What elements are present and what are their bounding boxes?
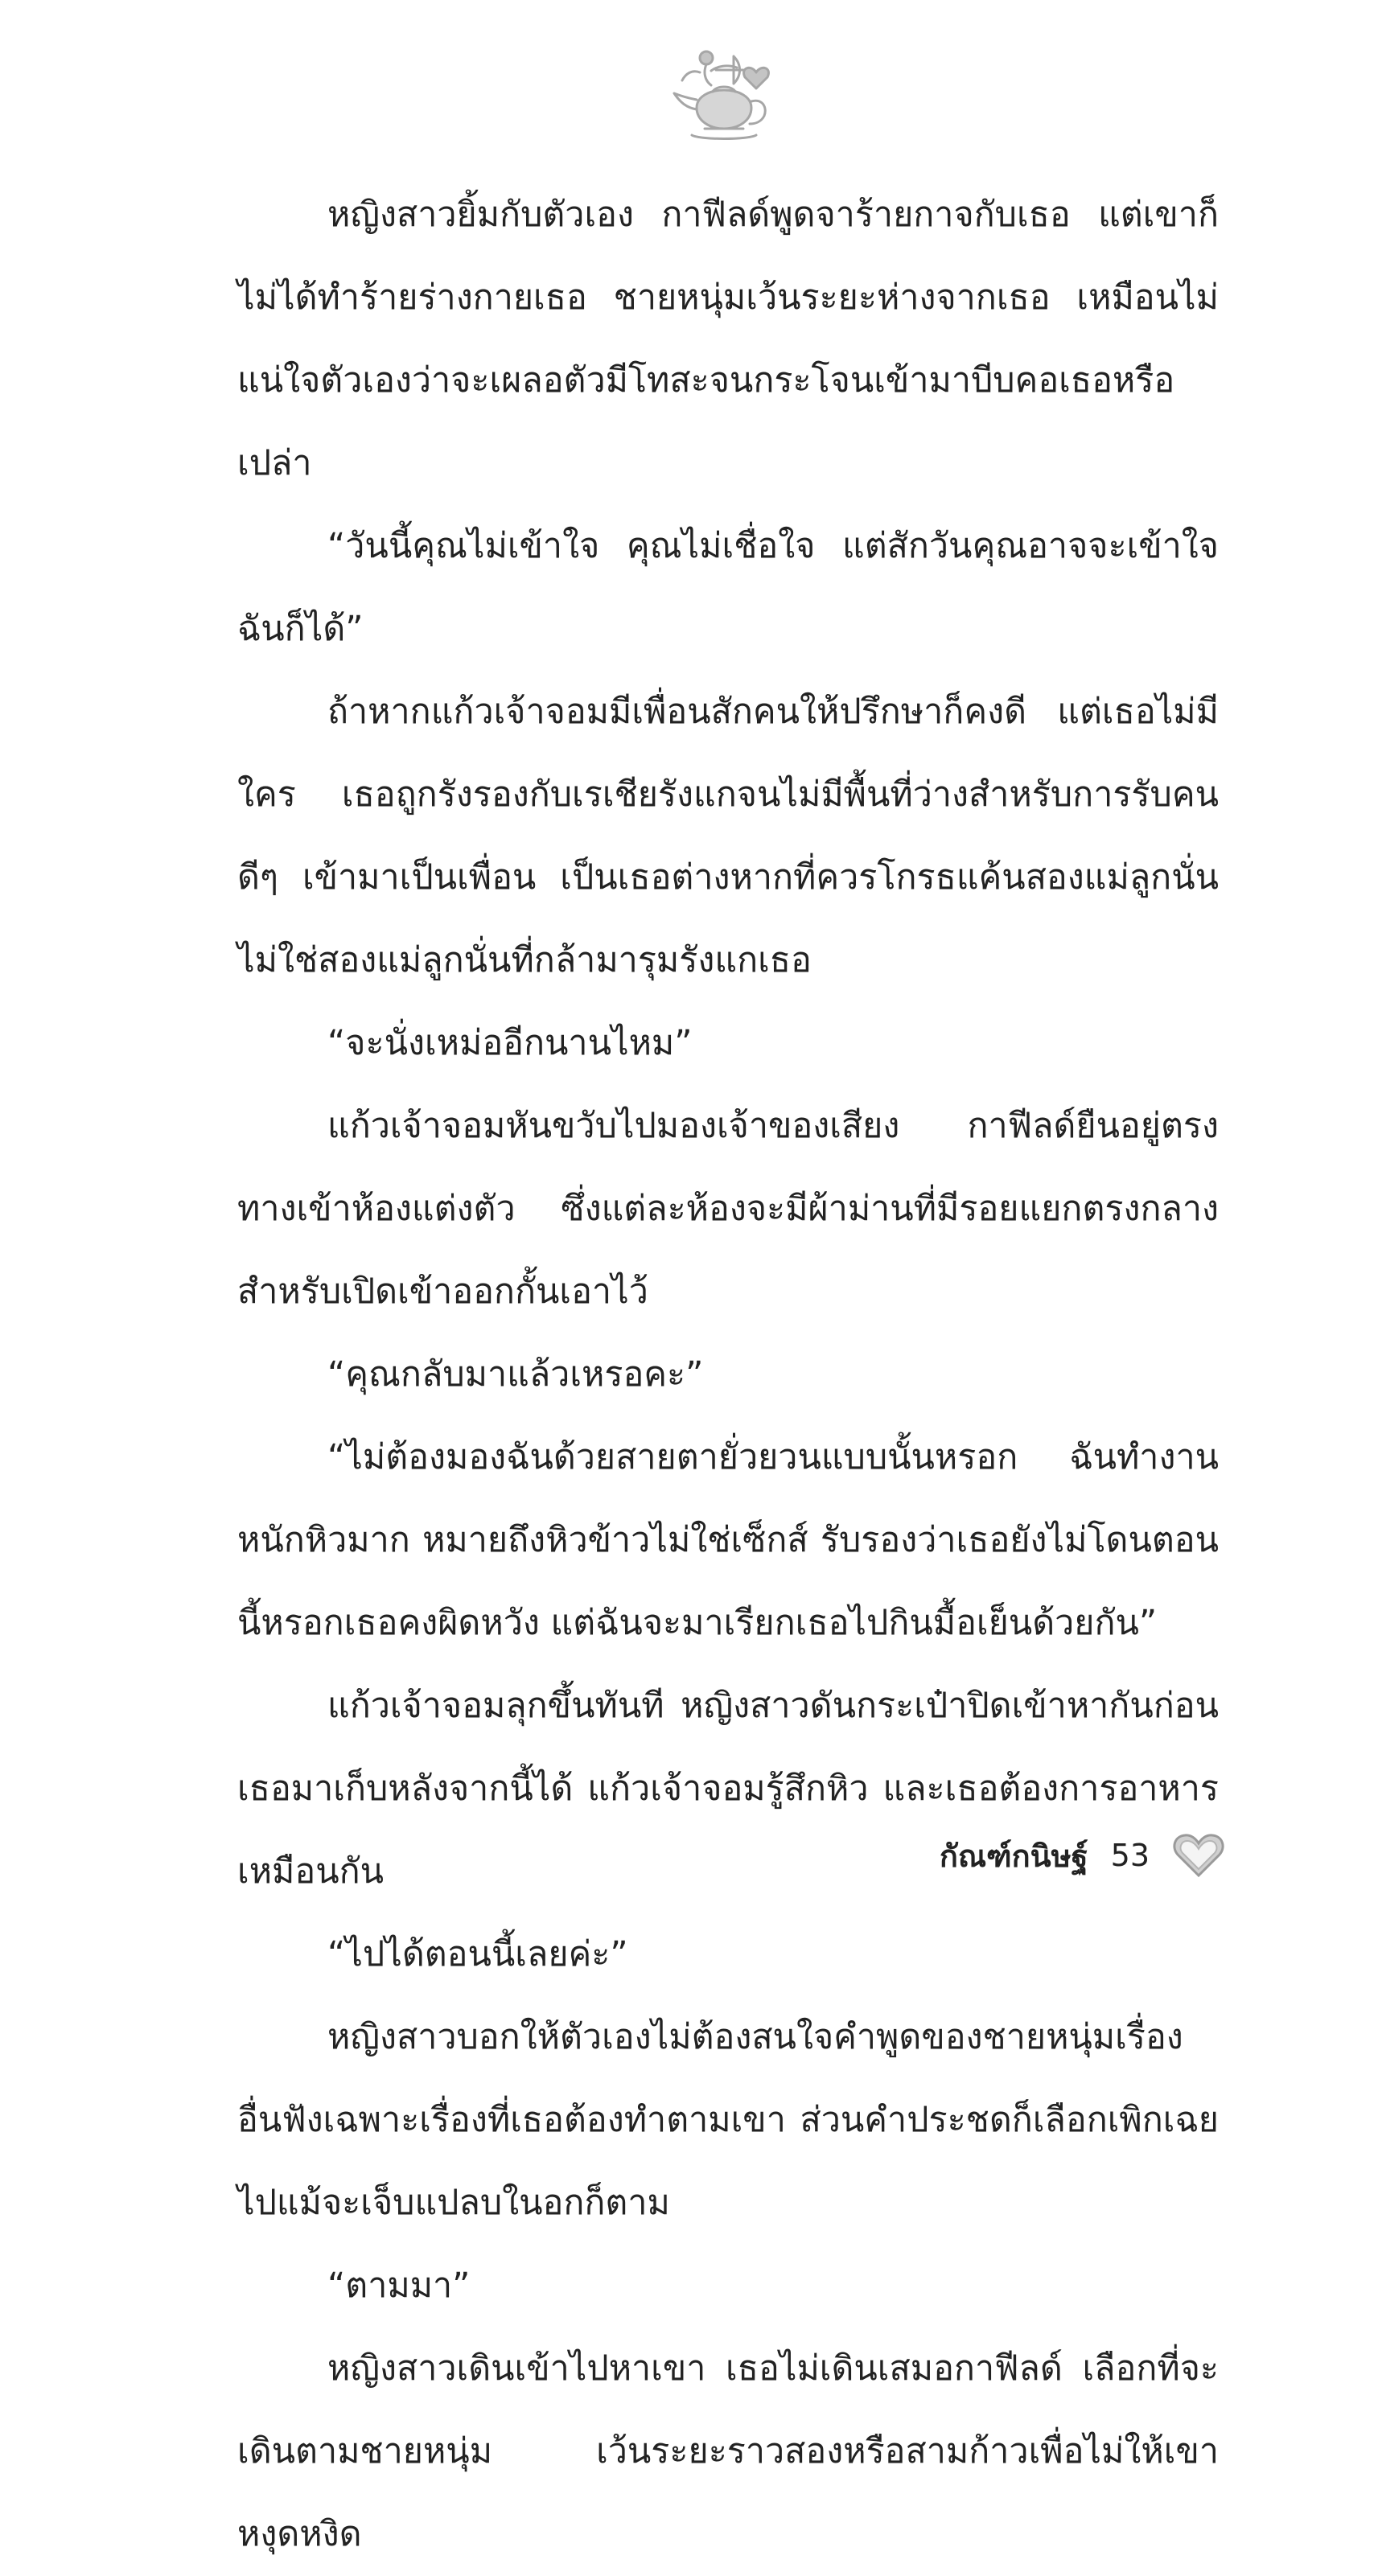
body-text bbox=[237, 174, 1219, 2576]
paragraph: “จะนั่งเหม่ออีกนานไหม” bbox=[327, 1023, 693, 1063]
paragraph: “วันนี้คุณไม่เข้าใจ คุณไม่เชื่อใจ แต่สักวันคุณอาจจะเข้าใจฉันก็ได้” bbox=[237, 526, 1219, 649]
book-title: กัณฑ์กนิษฐ์ bbox=[939, 1838, 1088, 1874]
paragraph: “คุณกลับมาแล้วเหรอคะ” bbox=[327, 1354, 704, 1395]
paragraph: “ตามมา” bbox=[327, 2266, 471, 2306]
paragraph: “ไปได้ตอนนี้เลยค่ะ” bbox=[327, 1934, 628, 1974]
paragraph: แก้วเจ้าจอมหันขวับไปมองเจ้าของเสียง กาฟีลด์ยืนอยู่ตรงทางเข้าห้องแต่งตัว ซึ่งแต่ละห้องจะมีผ้าม่านที่มีรอยแยกตรงกลางสำหรับเปิดเข้าออกกั้นเอาไว้ bbox=[237, 1106, 1219, 1312]
paragraph: ถ้าหากแก้วเจ้าจอมมีเพื่อนสักคนให้ปรึกษาก็คงดี แต่เธอไม่มีใคร เธอถูกรังรองกับเรเชียรังแกจนไม่มีพื้นที่ว่างสำหรับการรับคนดีๆ เข้ามาเป็นเพื่อน เป็นเธอต่างหากที่ควรโกรธแค้นสองแม่ลูกนั่นไม่ใช่สองแม่ลูกนั่นที่กล้ามารุมรังแกเธอ bbox=[237, 692, 1219, 980]
teapot-cupid-emblem-icon bbox=[660, 40, 788, 153]
heart-icon bbox=[1172, 1832, 1225, 1879]
paragraph: แก้วเจ้าจอมลุกขึ้นทันที หญิงสาวดันกระเป๋าปิดเข้าหากันก่อนเธอมาเก็บหลังจากนี้ได้ แก้วเจ้าจอมรู้สึกหิว และเธอต้องการอาหารเหมือนกัน bbox=[237, 1686, 1219, 1892]
paragraph: หญิงสาวเดินเข้าไปหาเขา เธอไม่เดินเสมอกาฟีลด์ เลือกที่จะเดินตามชายหนุ่ม เว้นระยะราวสองหรือสามก้าวเพื่อไม่ให้เขาหงุดหงิด bbox=[237, 2348, 1219, 2554]
paragraph: หญิงสาวบอกให้ตัวเองไม่ต้องสนใจคำพูดของชายหนุ่มเรื่องอื่นฟังเฉพาะเรื่องที่เธอต้องทำตามเขา ส่วนคำประชดก็เลือกเพิกเฉยไปแม้จะเจ็บแปลบในอกก็ตาม bbox=[237, 2017, 1219, 2223]
page-footer bbox=[940, 1827, 1225, 1884]
paragraph: “ไม่ต้องมองฉันด้วยสายตายั่วยวนแบบนั้นหรอก ฉันทำงานหนักหิวมาก หมายถึงหิวข้าวไม่ใช่เซ็กส์ รับรองว่าเธอยังไม่โดนตอนนี้หรอกเธอคงผิดหวัง แต่ฉันจะมาเรียกเธอไปกินมื้อเย็นด้วยกัน” bbox=[237, 1437, 1219, 1643]
paragraph: หญิงสาวยิ้มกับตัวเอง กาฟีลด์พูดจาร้ายกาจกับเธอ แต่เขาก็ไม่ได้ทำร้ายร่างกายเธอ ชายหนุ่มเว้นระยะห่างจากเธอ เหมือนไม่แน่ใจตัวเองว่าจะเผลอตัวมีโทสะจนกระโจนเข้ามาบีบคอเธอหรือเปล่า bbox=[237, 195, 1219, 483]
page-number: 53 bbox=[1110, 1838, 1150, 1873]
